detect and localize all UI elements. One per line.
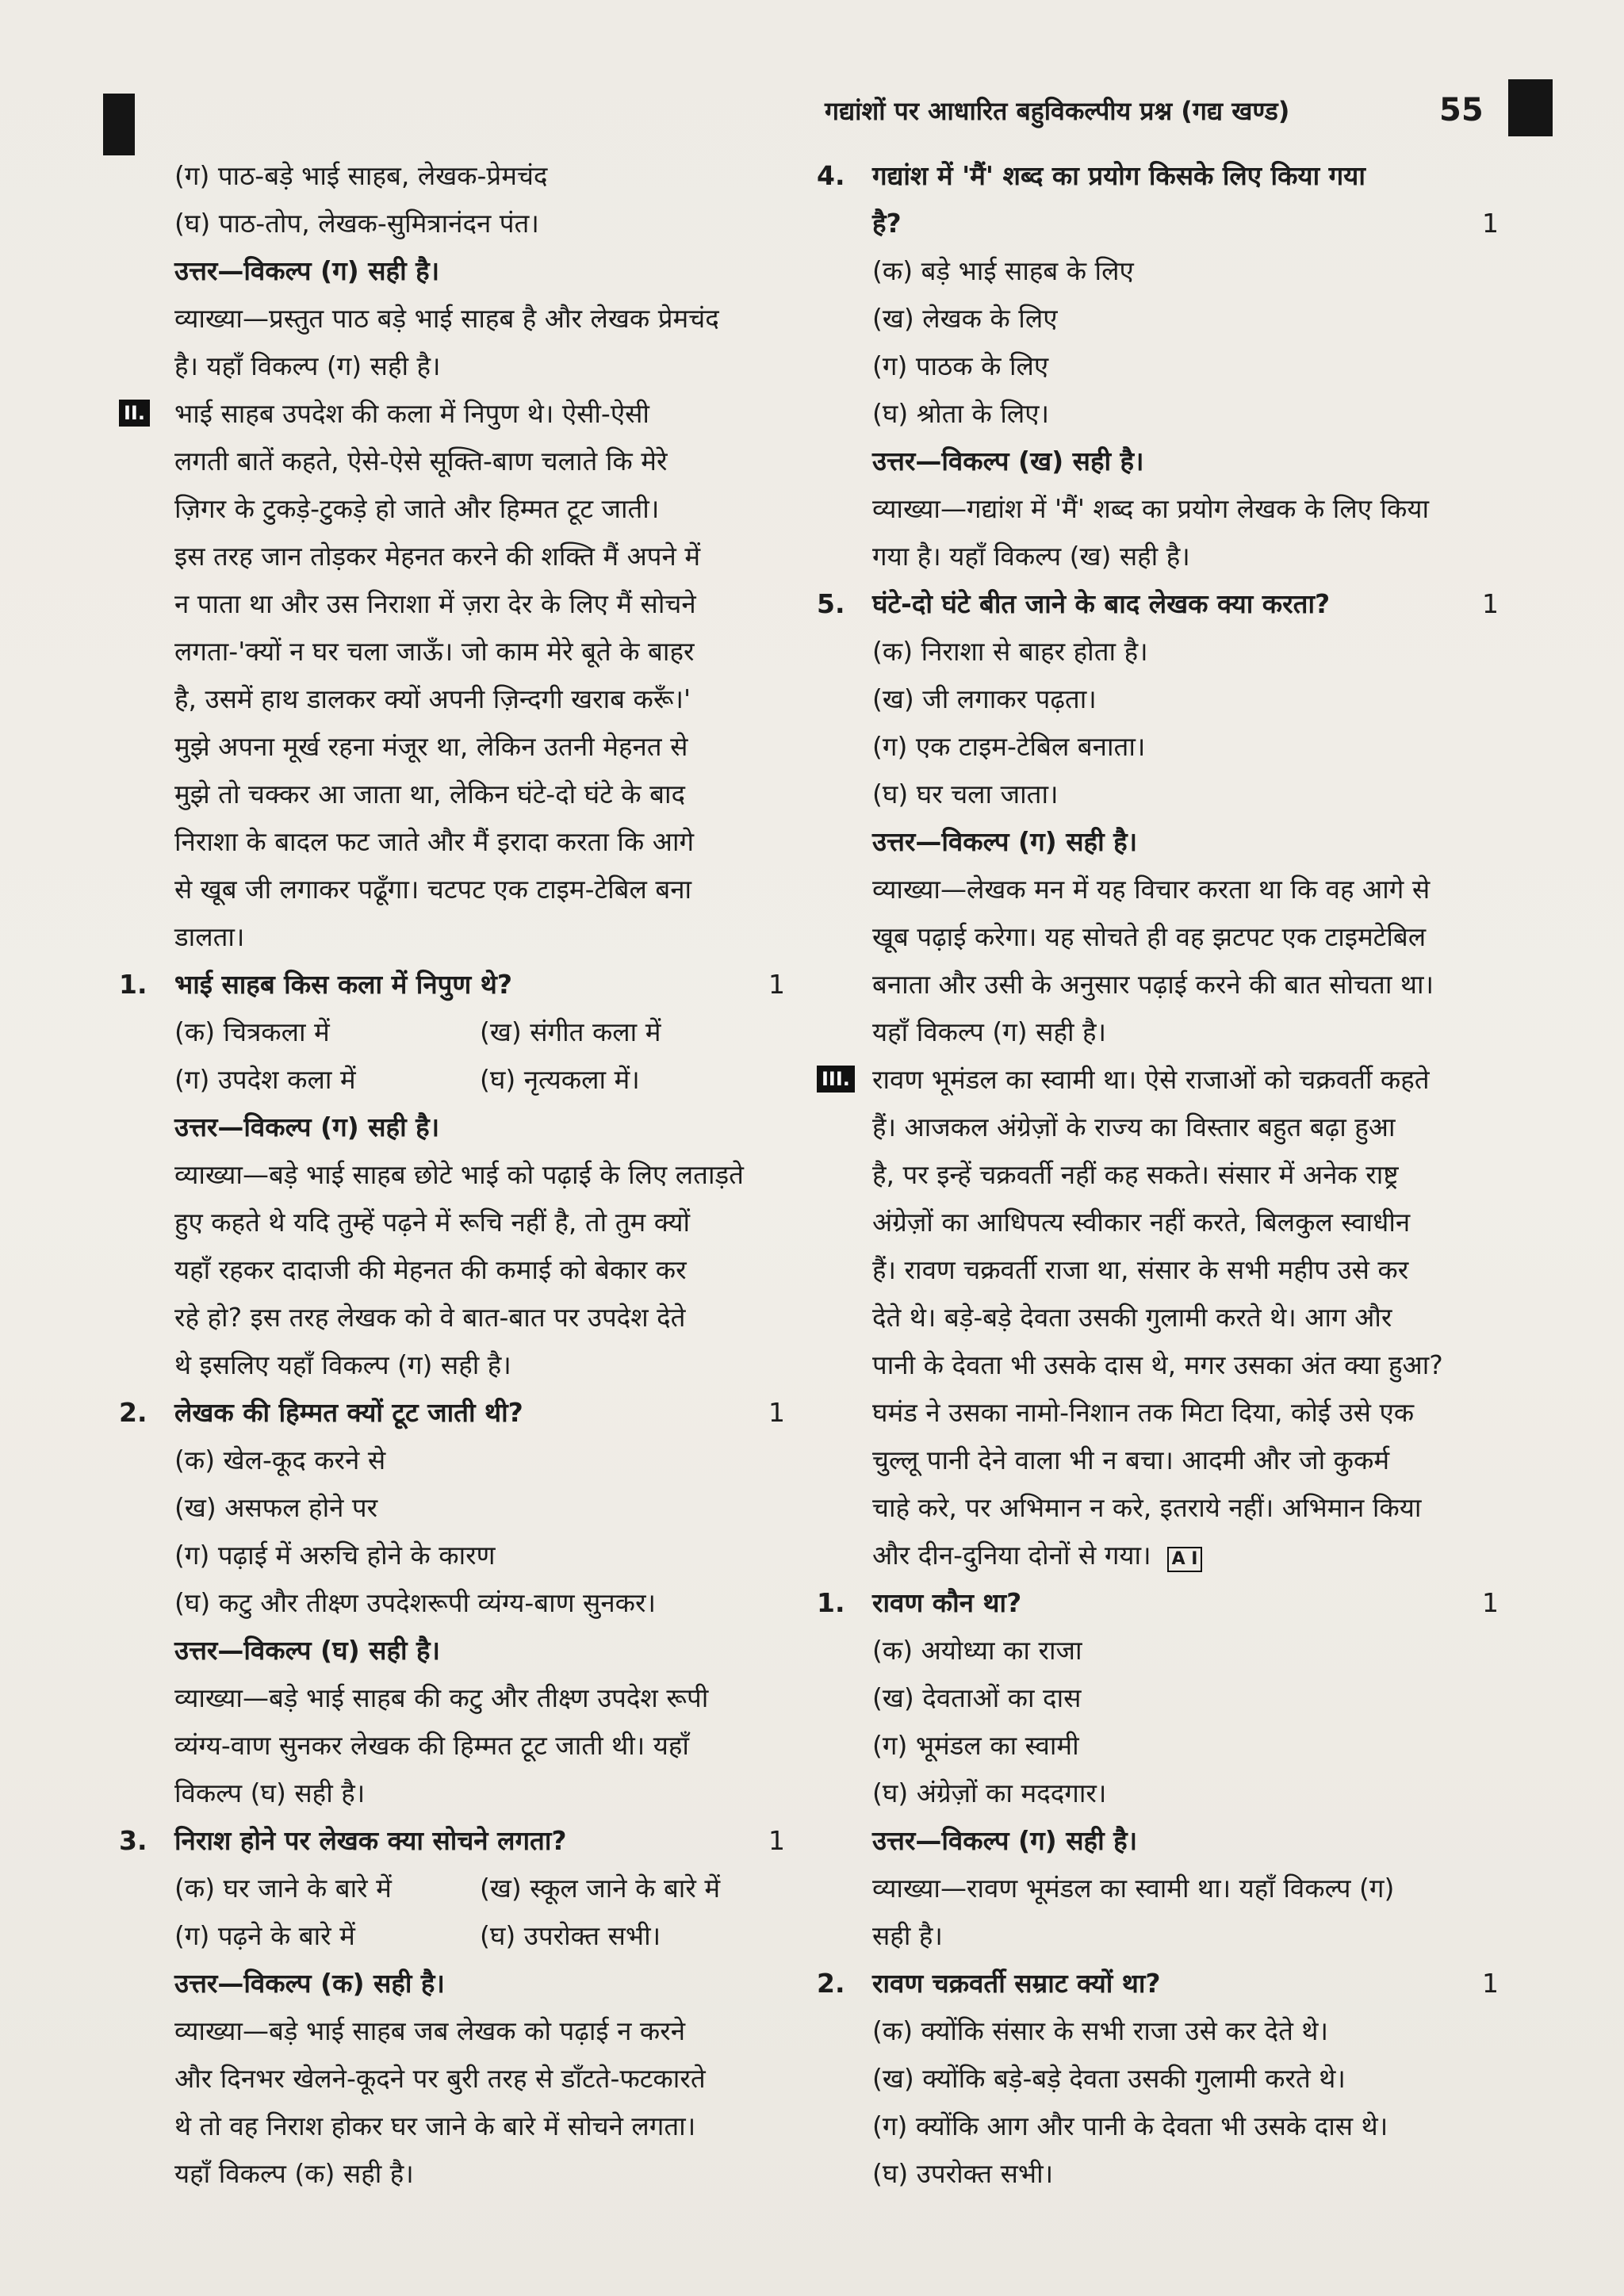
explanation: व्याख्या—बड़े भाई साहब की कटु और तीक्ष्ण उपदेश रूपी व्यंग्य-वाण सुनकर लेखक की हिम्मत टूट जाती थी। यहाँ विकल्प (घ) सही है। bbox=[174, 1682, 709, 1808]
option: (ग) पढ़ाई में अरुचि होने के कारण bbox=[174, 1540, 496, 1571]
marks: 1 bbox=[1482, 208, 1499, 239]
marks: 1 bbox=[1482, 1587, 1499, 1618]
ai-badge: A I bbox=[1167, 1547, 1203, 1572]
question-3: 3. निराश होने पर लेखक क्या सोचने लगता? 1 bbox=[119, 1817, 785, 1865]
explanation: व्याख्या—बड़े भाई साहब जब लेखक को पढ़ाई न करने और दिनभर खेलने-कूदने पर बुरी तरह से डाँटते-फटकारते थे तो वह निराश होकर घर जाने के बारे में सोचने लगता। यहाँ विकल्प (क) सही है। bbox=[174, 2015, 706, 2189]
option: (घ) अंग्रेज़ों का मददगार। bbox=[872, 1777, 1107, 1808]
option: (क) खेल-कूद करने से bbox=[174, 1445, 386, 1475]
option: (ग) क्योंकि आग और पानी के देवता भी उसके दास थे। bbox=[872, 2110, 1388, 2141]
options-row: (ग) उपदेश कला में (घ) नृत्यकला में। bbox=[174, 1064, 640, 1095]
option: (ग) पाठक के लिए bbox=[872, 350, 1049, 381]
passage-ii: II. भाई साहब उपदेश की कला में निपुण थे। ऐसी-ऐसी लगती बातें कहते, ऐसे-ऐसे सूक्ति-बाण चलाते कि मेरे ज़िगर के टुकड़े-टुकड़े हो जाते और हिम्मत टूट जाती। इस तरह जान तोड़कर मेहनत करने की शक्ति मैं अपने में न पाता था और उस निराशा में ज़रा देर के लिए मैं सोचने लगता-'क्यों न घर चला जाऊँ। जो काम मेरे बूते के बाहर है, उसमें हाथ डालकर क्यों अपनी ज़िन्दगी खराब करूँ।' मुझे अपना मूर्ख रहना मंजूर था, लेकिन उतनी मेहनत से मुझे तो चक्कर आ जाता था, लेकिन घंटे-दो घंटे के बाद निराशा के बादल फट जाते और मैं इरादा करता कि आगे से खूब जी लगाकर पढूँगा। चटपट एक टाइम-टेबिल बना डालता। bbox=[119, 390, 785, 961]
option: (घ) श्रोता के लिए। bbox=[872, 398, 1050, 429]
answer-line: उत्तर—विकल्प (ग) सही है। bbox=[174, 1112, 440, 1142]
marks: 1 bbox=[768, 1397, 785, 1428]
option: (क) निराशा से बाहर होता है। bbox=[872, 636, 1148, 667]
passage-iii: III. रावण भूमंडल का स्वामी था। ऐसे राजाओं को चक्रवर्ती कहते हैं। आजकल अंग्रेज़ों के राज्य का विस्तार बहुत बढ़ा हुआ है, पर इन्हें चक्रवर्ती नहीं कह सकते। संसार में अनेक राष्ट्र अंग्रेज़ों का आधिपत्य स्वीकार नहीं करते, बिलकुल स्वाधीन हैं। रावण चक्रवर्ती राजा था, संसार के सभी महीप उसे कर देते थे। बड़े-बड़े देवता उसकी गुलामी करते थे। आग और पानी के देवता भी उसके दास थे, मगर उसका अंत क्या हुआ? घमंड ने उसका नामो-निशान तक मिटा दिया, कोई उसे एक चुल्लू पानी देने वाला भी न बचा। आदमी और जो कुकर्म चाहे करे, पर अभिमान न करे, इतराये नहीं। अभिमान किया और दीन-दुनिया दोनों से गया। A I bbox=[817, 1056, 1499, 1579]
marks: 1 bbox=[1482, 1968, 1499, 1999]
page-edge-marker-left bbox=[103, 94, 135, 155]
option: (क) अयोध्या का राजा bbox=[872, 1635, 1082, 1666]
marks: 1 bbox=[768, 969, 785, 1000]
option: (ग) भूमंडल का स्वामी bbox=[872, 1730, 1079, 1761]
options-row: (क) घर जाने के बारे में (ख) स्कूल जाने के बारे में bbox=[174, 1873, 721, 1904]
option-gh: (घ) पाठ-तोप, लेखक-सुमित्रानंदन पंत। bbox=[174, 208, 539, 239]
answer-line: उत्तर—विकल्प (घ) सही है। bbox=[174, 1635, 441, 1666]
option: (क) बड़े भाई साहब के लिए bbox=[872, 255, 1134, 286]
options-row: (ग) पढ़ने के बारे में (घ) उपरोक्त सभी। bbox=[174, 1920, 661, 1951]
option-g: (ग) पाठ-बड़े भाई साहब, लेखक-प्रेमचंद bbox=[174, 160, 548, 191]
question-5: 5. घंटे-दो घंटे बीत जाने के बाद लेखक क्या करता? 1 bbox=[817, 580, 1499, 628]
passage-marker: III. bbox=[817, 1066, 855, 1093]
option: (ख) क्योंकि बड़े-बड़े देवता उसकी गुलामी करते थे। bbox=[872, 2063, 1346, 2094]
marks: 1 bbox=[768, 1825, 785, 1856]
page-edge-marker-right bbox=[1508, 79, 1553, 136]
page-number: 55 bbox=[1439, 92, 1484, 128]
question-1: 1. भाई साहब किस कला में निपुण थे? 1 bbox=[119, 961, 785, 1008]
option: (ख) असफल होने पर bbox=[174, 1492, 378, 1523]
running-header-title: गद्यांशों पर आधारित बहुविकल्पीय प्रश्न (गद्य खण्ड) bbox=[825, 96, 1290, 126]
option: (घ) उपरोक्त सभी। bbox=[872, 2158, 1054, 2189]
answer-line: उत्तर—विकल्प (ग) सही है। bbox=[872, 826, 1138, 857]
question-iii-2: 2. रावण चक्रवर्ती सम्राट क्यों था? 1 bbox=[817, 1960, 1499, 2007]
explanation: व्याख्या—प्रस्तुत पाठ बड़े भाई साहब है और लेखक प्रेमचंद है। यहाँ विकल्प (ग) सही है। bbox=[174, 303, 719, 381]
option: (क) क्योंकि संसार के सभी राजा उसे कर देते थे। bbox=[872, 2015, 1329, 2046]
left-column bbox=[119, 152, 785, 2198]
answer-line: उत्तर—विकल्प (ग) सही है। bbox=[174, 255, 440, 286]
explanation: व्याख्या—लेखक मन में यह विचार करता था कि वह आगे से खूब पढ़ाई करेगा। यह सोचते ही वह झटपट एक टाइमटेबिल बनाता और उसी के अनुसार पढ़ाई करने की बात सोचता था। यहाँ विकल्प (ग) सही है। bbox=[872, 874, 1434, 1047]
question-4: 4. गद्यांश में 'मैं' शब्द का प्रयोग किसके लिए किया गया है? 1 bbox=[817, 152, 1499, 247]
marks: 1 bbox=[1482, 588, 1499, 619]
question-iii-1: 1. रावण कौन था? 1 bbox=[817, 1579, 1499, 1627]
answer-line: उत्तर—विकल्प (क) सही है। bbox=[174, 1968, 445, 1999]
passage-marker: II. bbox=[119, 400, 150, 427]
explanation: व्याख्या—बड़े भाई साहब छोटे भाई को पढ़ाई के लिए लताड़ते हुए कहते थे यदि तुम्हें पढ़ने में रूचि नहीं है, तो तुम क्यों यहाँ रहकर दादाजी की मेहनत की कमाई को बेकार कर रहे हो? इस तरह लेखक को वे बात-बात पर उपदेश देते थे इसलिए यहाँ विकल्प (ग) सही है। bbox=[174, 1159, 744, 1380]
option: (ख) लेखक के लिए bbox=[872, 303, 1058, 334]
options-row: (क) चित्रकला में (ख) संगीत कला में bbox=[174, 1016, 661, 1047]
option: (ख) देवताओं का दास bbox=[872, 1682, 1082, 1713]
right-column bbox=[817, 152, 1499, 2198]
answer-line: उत्तर—विकल्प (ख) सही है। bbox=[872, 446, 1144, 476]
option: (ख) जी लगाकर पढ़ता। bbox=[872, 683, 1097, 714]
answer-line: उत्तर—विकल्प (ग) सही है। bbox=[872, 1825, 1138, 1856]
explanation: व्याख्या—रावण भूमंडल का स्वामी था। यहाँ विकल्प (ग) सही है। bbox=[872, 1873, 1395, 1951]
option: (ग) एक टाइम-टेबिल बनाता। bbox=[872, 731, 1146, 762]
option: (घ) कटु और तीक्ष्ण उपदेशरूपी व्यंग्य-बाण सुनकर। bbox=[174, 1587, 657, 1618]
question-2: 2. लेखक की हिम्मत क्यों टूट जाती थी? 1 bbox=[119, 1389, 785, 1437]
option: (घ) घर चला जाता। bbox=[872, 779, 1059, 809]
explanation: व्याख्या—गद्यांश में 'मैं' शब्द का प्रयोग लेखक के लिए किया गया है। यहाँ विकल्प (ख) सही है। bbox=[872, 493, 1430, 572]
